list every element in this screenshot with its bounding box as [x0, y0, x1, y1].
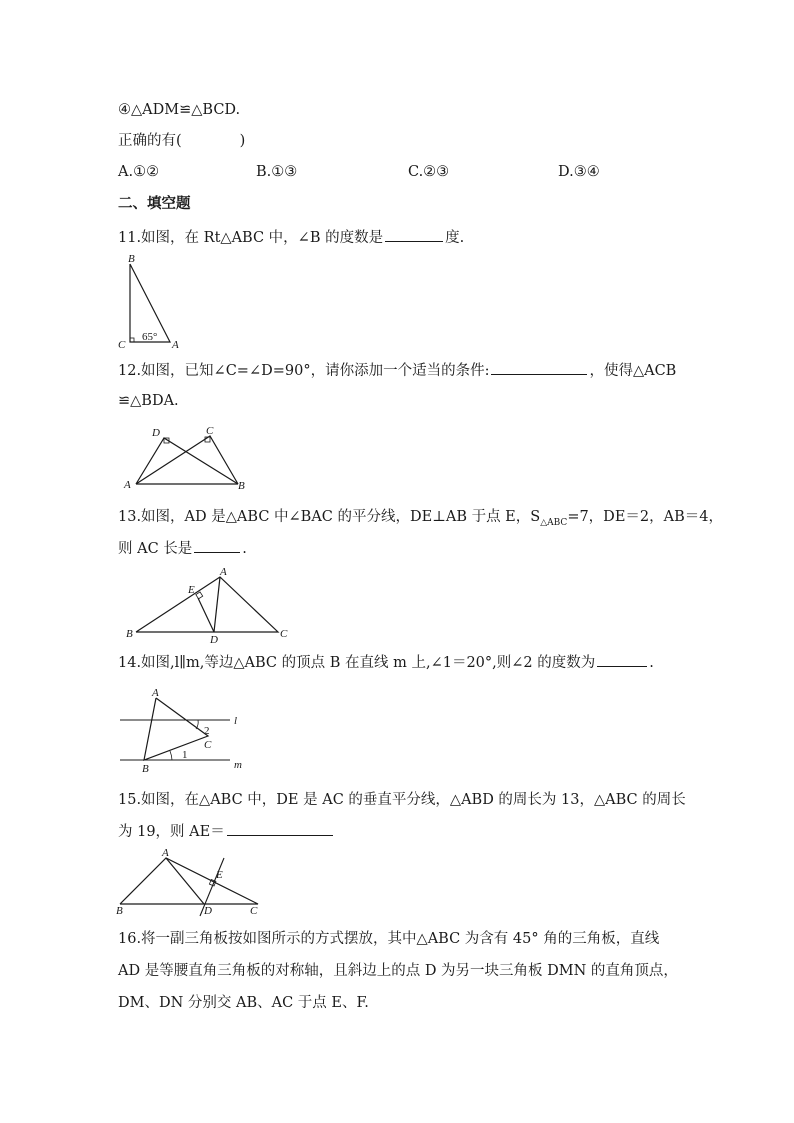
question-16-line1: 16.将一副三角板按如图所示的方式摆放，其中△ABC 为含有 45° 角的三角板，直线: [118, 931, 660, 947]
segment-ad: [166, 858, 204, 904]
figure-q11: [112, 250, 192, 350]
q15-answer-blank[interactable]: [227, 821, 333, 836]
question-15-line2: [118, 821, 335, 842]
label-e: E: [188, 584, 195, 596]
label-b: B: [126, 628, 133, 640]
q13-text-post: .: [242, 541, 247, 557]
figure-q13: [118, 565, 298, 647]
label-c: C: [204, 739, 212, 751]
question-13-line1: [118, 507, 723, 533]
q12-text-post: ，使得△ACB: [589, 363, 677, 379]
question-14: [118, 652, 654, 673]
label-angle-65: 65°: [142, 331, 158, 343]
option-d: D.③④: [558, 164, 600, 180]
right-angle-mark: [130, 338, 134, 342]
label-a: A: [124, 479, 131, 491]
figure-q14: [112, 686, 252, 776]
q11-text-post: 度.: [445, 230, 465, 246]
label-c: C: [206, 425, 214, 437]
question-12-line1: [118, 360, 676, 381]
triangle-abc: [136, 577, 278, 632]
question-11: [118, 227, 464, 248]
q13-subscript: △ABC: [540, 517, 568, 528]
q14-text-post: .: [649, 655, 654, 671]
q13-text-b: =7，DE＝2，AB＝4，: [567, 509, 723, 525]
label-c: C: [118, 339, 126, 350]
q13-text-pre: 则 AC 长是: [118, 541, 193, 557]
segment-de: [198, 598, 214, 632]
option-c: C.②③: [408, 164, 450, 180]
question-16-line2: AD 是等腰直角三角板的对称轴，且斜边上的点 D 为另一块三角板 DMN 的直角顶点，: [118, 963, 678, 979]
label-a: A: [162, 847, 169, 859]
q11-answer-blank[interactable]: [385, 227, 443, 242]
q15-text-pre: 为 19，则 AE＝: [118, 824, 225, 840]
option-b: B.①③: [256, 164, 298, 180]
label-a: A: [220, 566, 227, 578]
label-b: B: [142, 763, 149, 775]
label-d: D: [152, 427, 160, 439]
q13-answer-blank[interactable]: [194, 538, 240, 553]
label-angle-2: 2: [204, 725, 210, 737]
q12-text-pre: 12.如图，已知∠C=∠D=90°，请你添加一个适当的条件:: [118, 363, 490, 379]
arc-angle-1: [170, 751, 172, 760]
triangle-adb: [136, 438, 238, 484]
prev-item-4: ④△ADM≌△BCD.: [118, 102, 241, 118]
label-l: l: [234, 715, 238, 727]
prev-prompt: [118, 131, 245, 151]
q13-text-a: 13.如图，AD 是△ABC 中∠BAC 的平分线，DE⊥AB 于点 E，S: [118, 509, 541, 525]
option-a: A.①②: [118, 164, 160, 180]
question-16-line3: DM、DN 分别交 AB、AC 于点 E、F.: [118, 995, 369, 1011]
prev-prompt-pre: 正确的有(: [118, 133, 182, 149]
label-a: A: [172, 339, 179, 350]
label-c: C: [250, 905, 258, 917]
section-title: 二、填空题: [118, 196, 191, 212]
triangle-abc: [120, 858, 258, 904]
label-e: E: [216, 869, 223, 881]
label-angle-1: 1: [182, 749, 188, 761]
right-angle-mark-e: [196, 592, 203, 599]
label-b: B: [116, 905, 123, 917]
segment-ad: [214, 577, 220, 632]
q14-answer-blank[interactable]: [597, 652, 647, 667]
label-m: m: [234, 759, 242, 771]
question-13-line2: [118, 538, 247, 559]
label-b: B: [238, 480, 245, 492]
label-a: A: [152, 687, 159, 699]
question-15-line1: 15.如图，在△ABC 中，DE 是 AC 的垂直平分线，△ABD 的周长为 13，△ABC 的周长: [118, 792, 686, 808]
label-d: D: [210, 634, 218, 646]
q11-text-pre: 11.如图，在 Rt△ABC 中，∠B 的度数是: [118, 230, 384, 246]
label-b: B: [128, 253, 135, 265]
triangle-abc: [144, 698, 208, 760]
q14-text-pre: 14.如图,l∥m,等边△ABC 的顶点 B 在直线 m 上,∠1＝20°,则∠2 的度数为: [118, 655, 596, 671]
figure-q12: [118, 422, 258, 494]
prev-prompt-post: ): [239, 133, 246, 149]
label-c: C: [280, 628, 288, 640]
q12-answer-blank[interactable]: [491, 360, 587, 375]
label-d: D: [204, 905, 212, 917]
figure-q15: [112, 846, 272, 921]
question-12-line2: ≌△BDA.: [118, 393, 179, 409]
